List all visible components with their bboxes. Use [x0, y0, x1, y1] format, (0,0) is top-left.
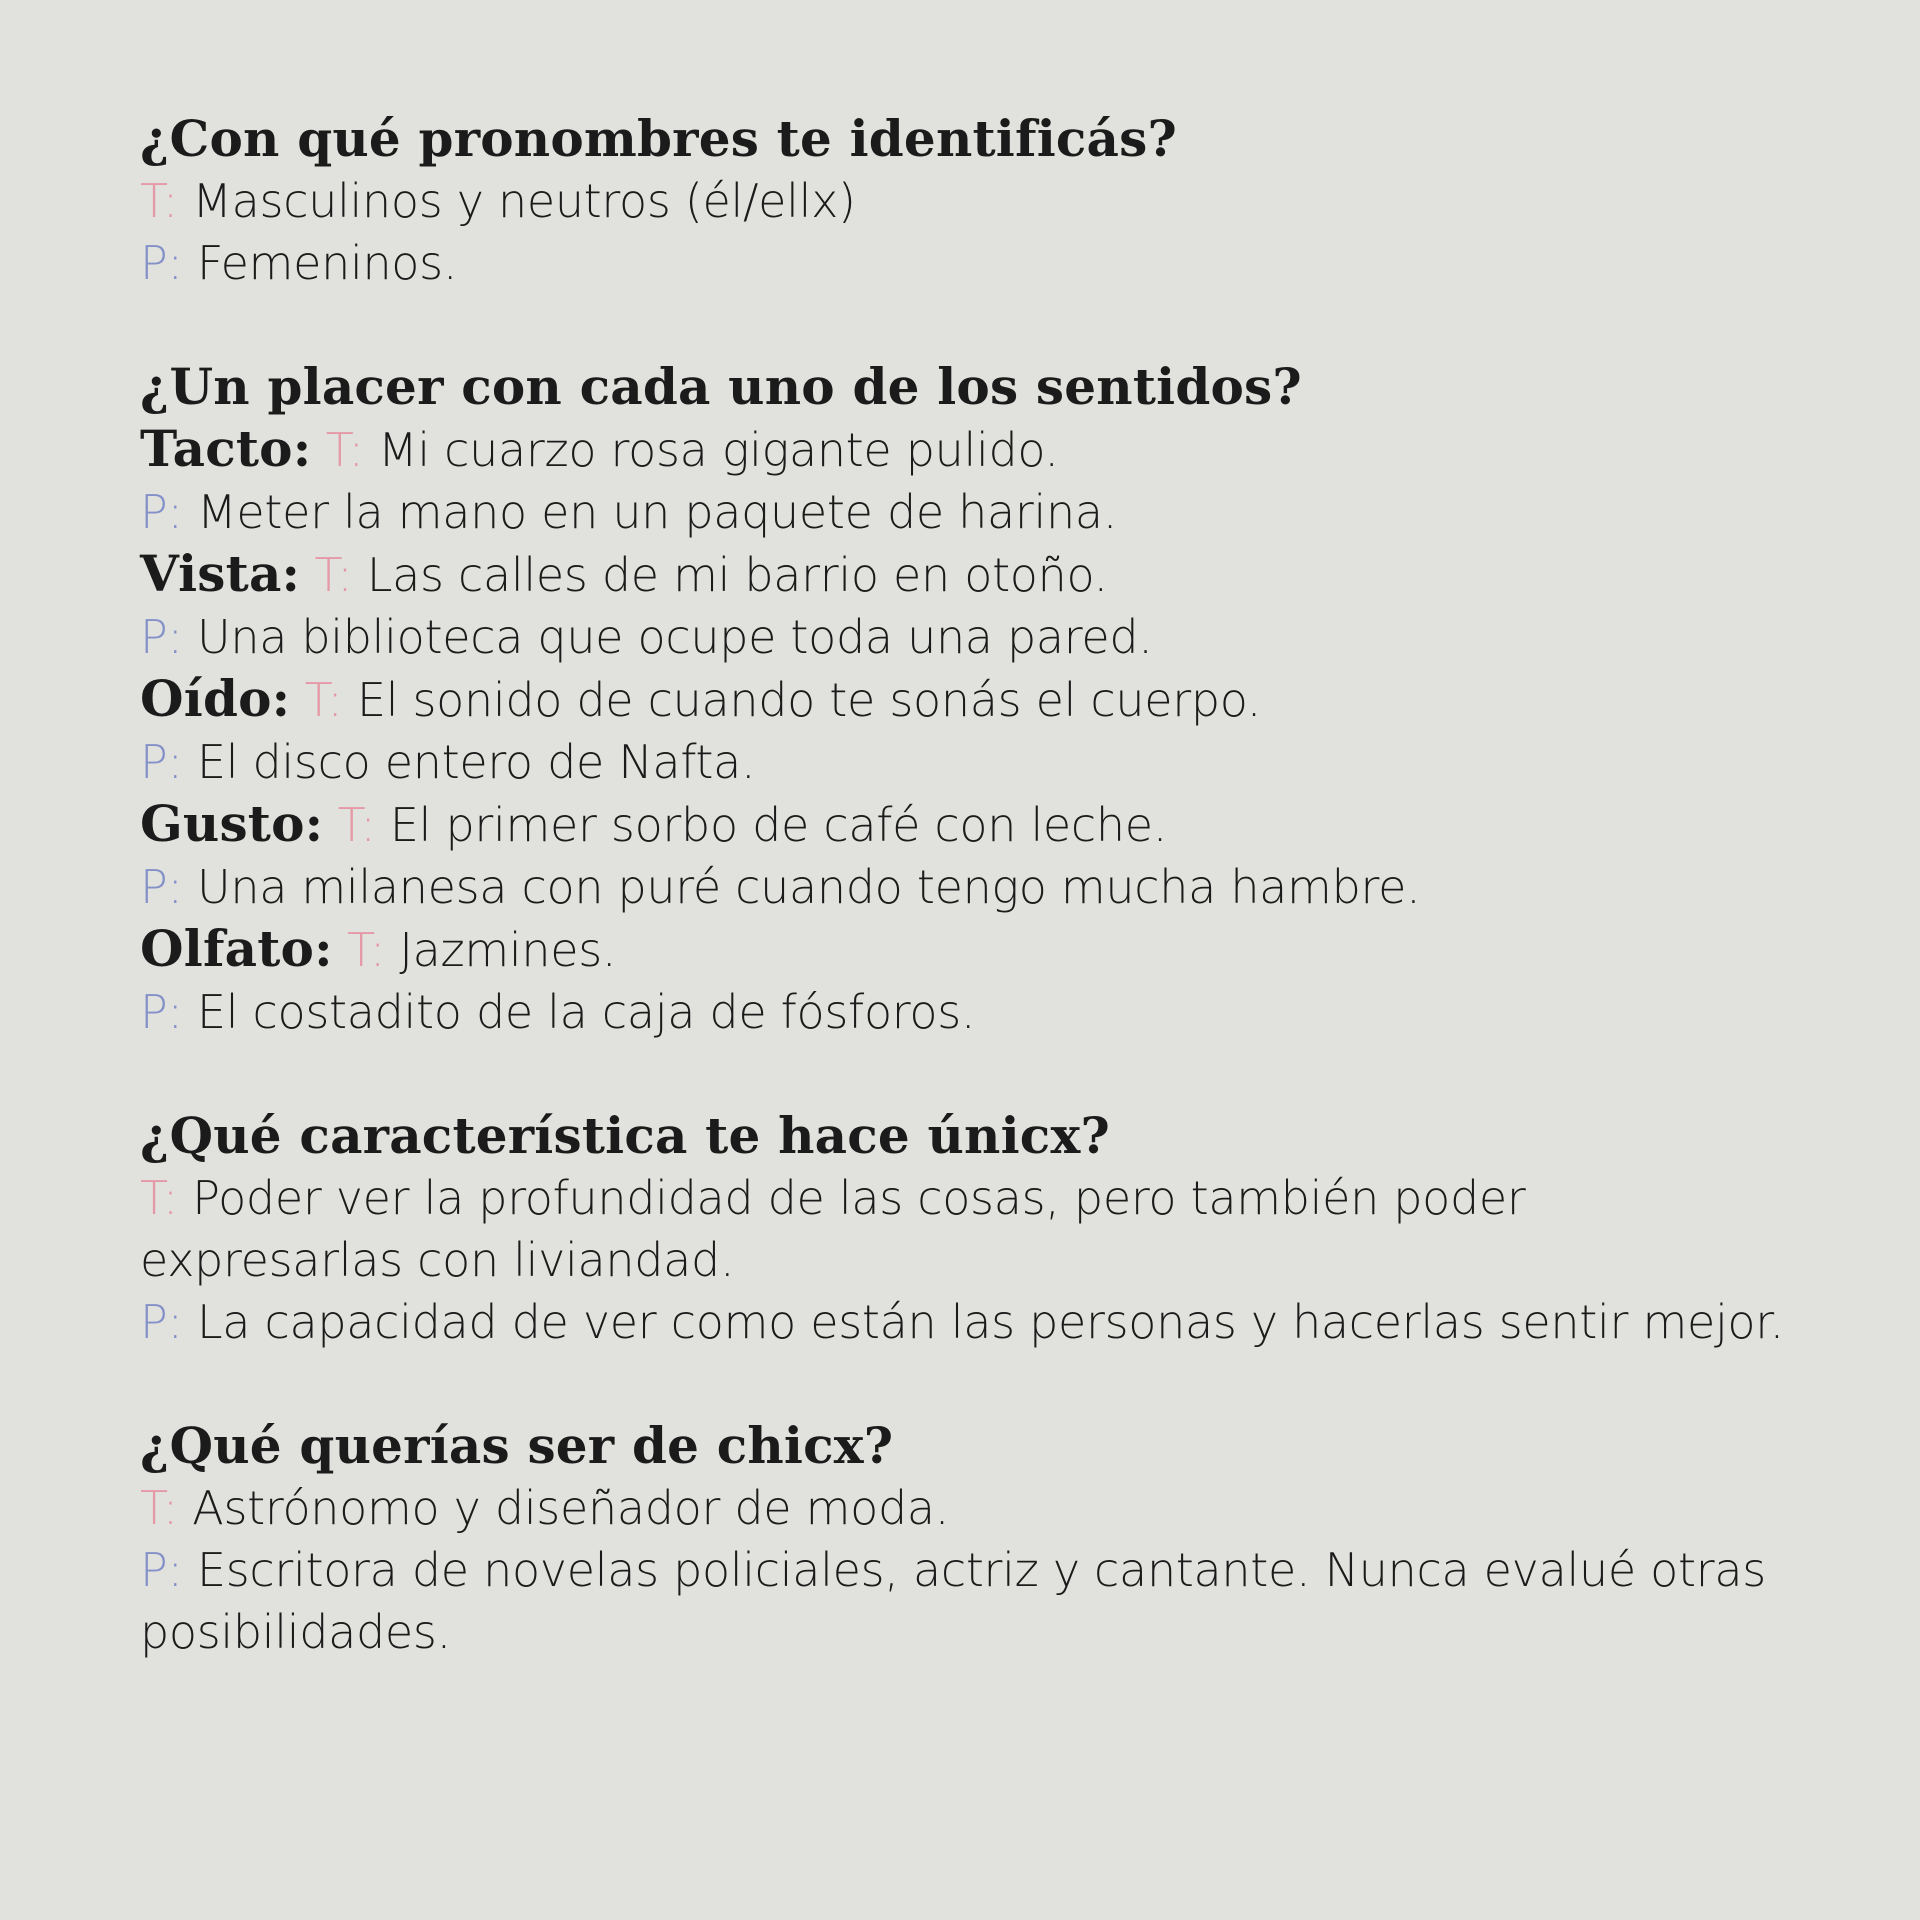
answer-p	[140, 1291, 1800, 1353]
tag-t: T:	[347, 923, 386, 977]
answer-p-olfato	[140, 981, 1800, 1043]
answer-text: Mi cuarzo rosa gigante pulido.	[377, 423, 1059, 477]
interview-content	[140, 108, 1800, 1663]
question-block-senses	[140, 356, 1800, 1043]
tag-t: T:	[304, 673, 343, 727]
answer-text: Jazmines.	[399, 923, 617, 977]
question-block-pronouns	[140, 108, 1800, 294]
answer-p-vista	[140, 606, 1800, 668]
tag-p: P:	[140, 485, 183, 539]
question-heading: ¿Qué característica te hace únicx?	[140, 1106, 1110, 1165]
answer-t-tacto	[140, 418, 1800, 481]
sense-label: Gusto:	[140, 794, 324, 853]
answer-text: Una biblioteca que ocupe toda una pared.	[196, 610, 1153, 664]
tag-t: T:	[140, 1481, 178, 1535]
answer-text: El disco entero de Nafta.	[196, 735, 756, 789]
answer-text: Una milanesa con puré cuando tengo mucha hambre.	[196, 860, 1421, 914]
answer-text: Las calles de mi barrio en otoño.	[366, 548, 1108, 602]
answer-p	[140, 232, 1800, 294]
tag-t: T:	[140, 174, 178, 228]
answer-text: La capacidad de ver como están las personas y hacerlas sentir mejor.	[196, 1295, 1784, 1349]
tag-t: T:	[314, 548, 353, 602]
tag-p: P:	[140, 1543, 183, 1597]
answer-t	[140, 1167, 1800, 1291]
tag-p: P:	[140, 610, 183, 664]
answer-t	[140, 170, 1800, 232]
answer-text: El sonido de cuando te sonás el cuerpo.	[356, 673, 1262, 727]
question-block-childhood	[140, 1415, 1800, 1663]
sense-label: Tacto:	[140, 419, 312, 478]
sense-label: Oído:	[140, 669, 291, 728]
answer-p-gusto	[140, 856, 1800, 918]
answer-p	[140, 1539, 1800, 1663]
tag-p: P:	[140, 985, 183, 1039]
answer-text: Masculinos y neutros (él/ellx)	[192, 174, 856, 228]
answer-t-vista	[140, 543, 1800, 606]
question-heading: ¿Con qué pronombres te identificás?	[140, 109, 1177, 168]
answer-text: Escritora de novelas policiales, actriz y cantante. Nunca evalué otras posibilidades.	[140, 1543, 1766, 1659]
tag-t: T:	[337, 798, 376, 852]
answer-t-gusto	[140, 793, 1800, 856]
tag-p: P:	[140, 1295, 183, 1349]
tag-p: P:	[140, 735, 183, 789]
answer-text: El primer sorbo de café con leche.	[389, 798, 1168, 852]
answer-text: El costadito de la caja de fósforos.	[196, 985, 976, 1039]
tag-p: P:	[140, 236, 183, 290]
answer-text: Poder ver la profundidad de las cosas, pero también poder expresarlas con liviandad.	[140, 1171, 1526, 1287]
question-heading: ¿Un placer con cada uno de los sentidos?	[140, 357, 1302, 416]
tag-t: T:	[325, 423, 364, 477]
answer-text: Astrónomo y diseñador de moda.	[192, 1481, 950, 1535]
sense-label: Vista:	[140, 544, 301, 603]
tag-p: P:	[140, 860, 183, 914]
answer-p-oido	[140, 731, 1800, 793]
question-heading: ¿Qué querías ser de chicx?	[140, 1416, 894, 1475]
sense-label: Olfato:	[140, 919, 333, 978]
question-block-unique	[140, 1105, 1800, 1353]
tag-t: T:	[140, 1171, 178, 1225]
answer-text: Meter la mano en un paquete de harina.	[196, 485, 1118, 539]
answer-t-oido	[140, 668, 1800, 731]
answer-t-olfato	[140, 918, 1800, 981]
answer-t	[140, 1477, 1800, 1539]
answer-text: Femeninos.	[196, 236, 458, 290]
answer-p-tacto	[140, 481, 1800, 543]
